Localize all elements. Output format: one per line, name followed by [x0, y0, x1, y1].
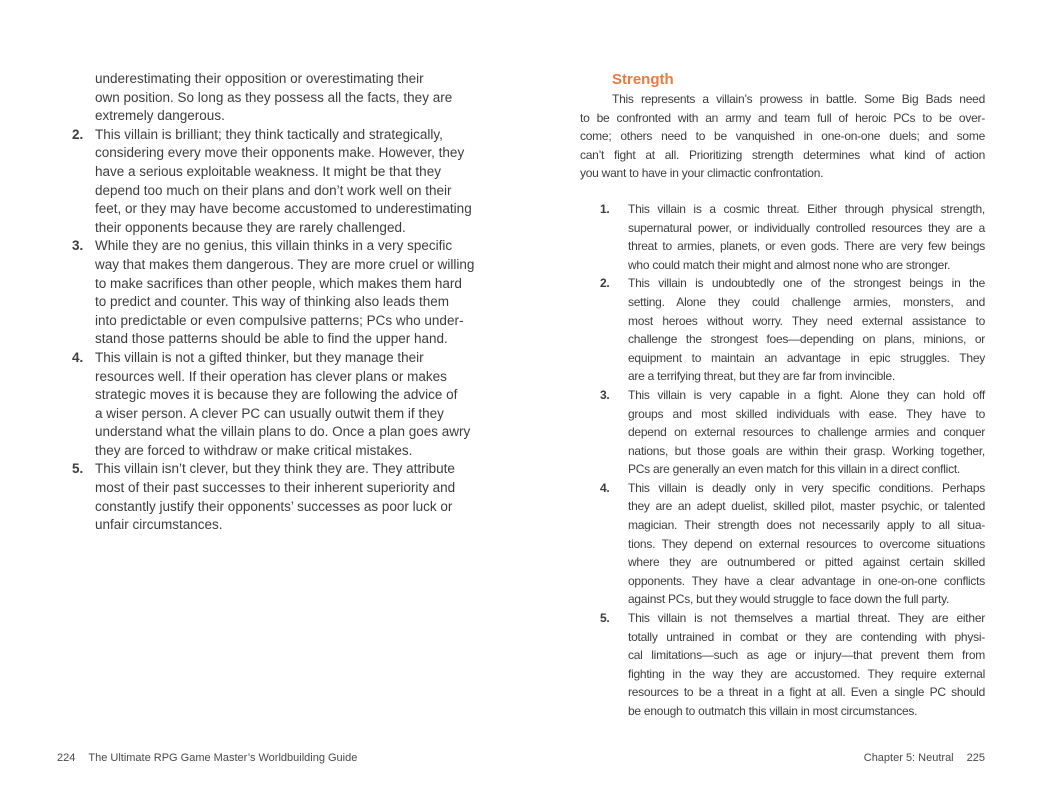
item-number: 5.: [72, 461, 84, 477]
left-footer: [57, 752, 357, 764]
text-line: underestimating their opposition or overestimating their: [95, 71, 424, 86]
item-number: 2.: [600, 276, 610, 291]
list-item: [57, 460, 520, 534]
text-line: stand those patterns should be able to find the upper hand.: [95, 331, 448, 347]
text-line: resources to be a threat in a fight at all. Even a single PC should: [628, 685, 985, 700]
text-line: This villain is not themselves a martial threat. They are either: [628, 611, 985, 626]
text-line: way that makes them dangerous. They are more cruel or willing: [95, 256, 475, 272]
item-text: [95, 460, 520, 534]
text-line: totally untrained in combat or they are contending with physi-: [628, 629, 985, 644]
right-footer: [864, 752, 985, 764]
item-text: [95, 126, 520, 238]
list-item: [580, 386, 985, 479]
text-line: you want to have in your climactic confrontation.: [580, 166, 824, 181]
text-line: This villain is brilliant; they think tactically and strategically,: [95, 126, 443, 142]
item-number: 1.: [600, 201, 610, 216]
text-line: to be confronted with an army and team full of heroic PCs to be over-: [580, 110, 985, 125]
item-text: [95, 237, 520, 349]
item-number: 5.: [600, 611, 610, 626]
paragraph-continuation: [57, 70, 520, 126]
text-line: This villain is very capable in a fight. Alone they can hold off: [628, 387, 985, 402]
text-line: This villain is undoubtedly one of the strongest beings in the: [628, 276, 985, 291]
text-line: fighting in the way they are accustomed. They require external: [628, 666, 985, 681]
text-line: This villain is deadly only in very specific conditions. Perhaps: [628, 480, 985, 495]
text-line: most of their past successes to their inherent superiority and: [95, 480, 456, 496]
text-line: to make sacrifices than other people, which makes them hard: [95, 275, 462, 291]
item-number: 4.: [600, 480, 610, 495]
text-line: PCs are generally an even match for this villain in a direct conflict.: [628, 462, 960, 477]
text-line: into predictable or even compulsive patterns; PCs who under-: [95, 312, 464, 328]
item-text: [628, 386, 985, 479]
text-line: depend on external resources to challenge armies and conquer: [628, 425, 985, 440]
text-line: cal limitations—such as age or injury—that prevent them from: [628, 648, 985, 663]
book-title: The Ultimate RPG Game Master’s Worldbuilding Guide: [88, 752, 358, 764]
text-line: supernatural power, or individually controlled resources they are a: [628, 220, 985, 235]
text-line: groups and most skilled individuals with ease. They have to: [628, 406, 985, 421]
text-line: opponents. They have a clear advantage in one-on-one conflicts: [628, 573, 985, 588]
text-line: setting. Alone they could challenge armies, monsters, and: [628, 294, 985, 309]
right-numbered-list: [580, 200, 985, 721]
item-number: 2.: [72, 126, 84, 142]
text-line: have a serious exploitable weakness. It might be that they: [95, 163, 441, 179]
item-text: [95, 349, 520, 461]
list-item: [580, 609, 985, 721]
text-line: threat to armies, planets, or even gods. There are very few beings: [628, 239, 985, 254]
text-line: nations, but those goals are within their grasp. Working together,: [628, 443, 985, 458]
text-line: most heroes without worry. They need external assistance to: [628, 313, 985, 328]
text-line: feet, or they may have become accustomed to underestimating: [95, 201, 472, 217]
text-line: This villain is a cosmic threat. Either through physical strength,: [628, 201, 985, 216]
text-line: against PCs, but they would struggle to face down the full party.: [628, 592, 950, 607]
text-line: are a terrifying threat, but they are far from invincible.: [628, 369, 895, 384]
text-line: resources well. If their operation has clever plans or makes: [95, 368, 447, 384]
text-line: equipment to maintain an advantage in epic struggles. They: [628, 350, 985, 365]
section-heading: Strength: [612, 71, 674, 88]
text-line: can’t fight at all. Prioritizing strength determines what kind of action: [580, 147, 985, 162]
list-item: [57, 237, 520, 349]
item-text: [628, 200, 985, 274]
list-item: [580, 479, 985, 609]
left-page: [0, 0, 521, 800]
right-page-number: 225: [966, 752, 985, 764]
item-text: [628, 479, 985, 609]
item-text: [628, 274, 985, 386]
text-line: This villain isn’t clever, but they think they are. They attribute: [95, 461, 455, 477]
left-page-number: 224: [57, 752, 76, 764]
text-line: considering every move their opponents make. However, they: [95, 145, 465, 161]
text-line: unfair circumstances.: [95, 517, 223, 533]
chapter-title: Chapter 5: Neutral: [863, 752, 954, 764]
item-number: 3.: [600, 387, 610, 402]
text-line: constantly justify their opponents’ successes as poor luck or: [95, 498, 453, 514]
list-item: [580, 200, 985, 274]
text-line: understand what the villain plans to do. Once a plan goes awry: [95, 424, 471, 440]
left-text-column: [57, 70, 520, 535]
item-text: [628, 609, 985, 721]
text-line: they are an adept duelist, skilled pilot, master psychic, or talented: [628, 499, 985, 514]
text-line: This represents a villain’s prowess in battle. Some Big Bads need: [612, 92, 985, 106]
text-line: own position. So long as they possess all the facts, they are: [95, 89, 453, 105]
text-line: While they are no genius, this villain thinks in a very specific: [95, 238, 453, 254]
text-line: come; others need to be vanquished in one-on-one duels; and some: [580, 129, 985, 144]
text-line: they are forced to withdraw or make critical mistakes.: [95, 442, 413, 458]
text-line: their opponents because they are rarely challenged.: [95, 219, 406, 235]
text-line: challenge the strongest foes—depending on plans, minions, or: [628, 332, 985, 347]
text-line: extremely dangerous.: [95, 108, 225, 124]
intro-paragraph: [580, 90, 985, 183]
right-text-column: [580, 70, 985, 721]
list-item: [57, 349, 520, 461]
text-line: to predict and counter. This way of thinking also leads them: [95, 294, 449, 310]
text-line: tions. They depend on external resources to overcome situations: [628, 536, 985, 551]
list-item: [580, 274, 985, 386]
item-number: 4.: [72, 349, 84, 365]
text-line: where they are outnumbered or pitted against certain skilled: [628, 555, 985, 570]
text-line: depend too much on their plans and don’t work well on their: [95, 182, 452, 198]
text-line: be enough to outmatch this villain in most circumstances.: [628, 704, 918, 718]
item-number: 3.: [72, 238, 84, 254]
text-line: magician. Their strength does not necessarily apply to all situa-: [628, 518, 985, 533]
text-line: who could match their might and almost none who are stronger.: [628, 257, 951, 272]
text-line: a wiser person. A clever PC can usually outwit them if they: [95, 405, 444, 421]
text-line: strategic moves it is because they are following the advice of: [95, 387, 458, 403]
text-line: This villain is not a gifted thinker, but they manage their: [95, 349, 424, 365]
left-numbered-list: [57, 126, 520, 535]
list-item: [57, 126, 520, 238]
right-page: [521, 0, 1043, 800]
